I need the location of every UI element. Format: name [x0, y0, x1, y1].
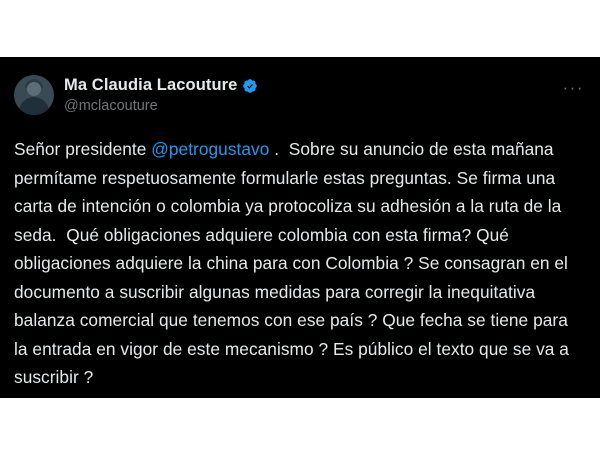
avatar-head	[27, 82, 41, 96]
tweet-card	[0, 57, 600, 398]
mention-link[interactable]: @petrogustavo	[151, 139, 270, 159]
tweet-body-text	[14, 135, 586, 392]
author-display-name[interactable]: Ma Claudia Lacouture	[64, 76, 238, 94]
more-options-button[interactable]: ···	[562, 78, 584, 97]
verified-badge-icon	[242, 78, 258, 94]
author-names	[64, 75, 258, 116]
author-name-row	[64, 76, 258, 95]
tweet-text-segment-1: Señor presidente	[14, 139, 152, 159]
tweet-header	[14, 75, 586, 119]
tweet-text-segment-2: . Sobre su anuncio de esta mañana permítame respetuosamente formularle estas preguntas. Se firma una carta de intención o colombia ya protocoliza su adhesión a la ruta de la seda. Qué obligaciones adquiere colombia con esta firma? Qué obligaciones adquiere la china para con Colombia ? Se consagran en el documento a suscribir algunas medidas para corregir la inequitativa balanza comercial que tenemos con ese país ? Que fecha se tiene para la entrada en vigor de este mecanismo ? Es público el texto que se va a suscribir ?	[14, 139, 574, 387]
avatar[interactable]	[14, 75, 54, 115]
author-handle[interactable]: @mclacouture	[64, 98, 158, 114]
avatar-body	[19, 97, 49, 115]
